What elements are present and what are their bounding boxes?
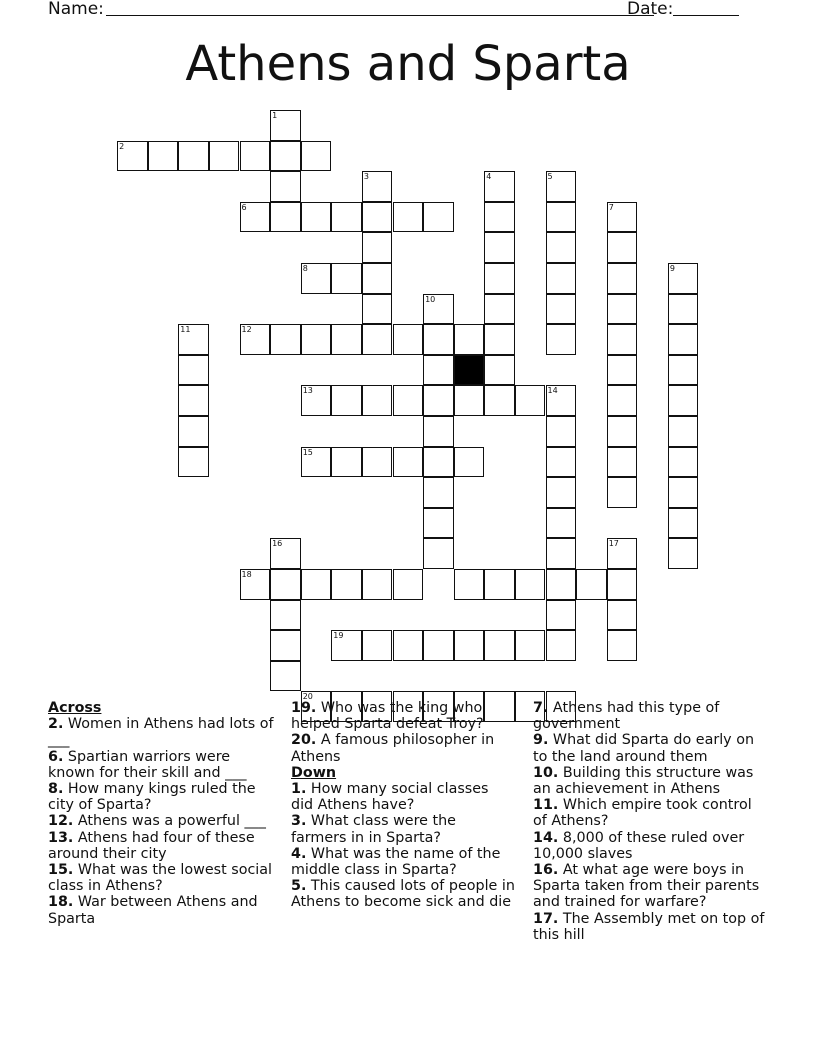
crossword-cell[interactable] (454, 569, 485, 600)
clue-text: The Assembly met on top of this hill (533, 910, 765, 943)
name-label: Name: (48, 0, 104, 19)
clue-number: 7. (533, 700, 549, 716)
crossword-cell[interactable] (270, 110, 301, 141)
crossword-cell[interactable] (515, 569, 546, 600)
crossword-cell[interactable] (423, 508, 454, 539)
clue-number: 9. (533, 732, 549, 749)
crossword-cell[interactable] (668, 385, 699, 416)
clue-across-12 (48, 813, 278, 829)
clue-down-11 (533, 797, 769, 829)
crossword-cell[interactable] (423, 294, 454, 325)
clue-down-10 (533, 765, 769, 797)
clue-across-15 (48, 862, 278, 894)
crossword-cell[interactable] (546, 508, 577, 539)
crossword-cell[interactable] (454, 447, 485, 478)
clue-text: Who was the king who helped Sparta defeat Troy? (291, 700, 484, 733)
clue-number: 5. (291, 878, 307, 895)
clue-number: 17. (533, 910, 559, 927)
crossword-cell[interactable] (331, 385, 362, 416)
clue-text: How many social classes did Athens have? (291, 781, 489, 814)
crossword-cell[interactable] (270, 661, 301, 692)
crossword-cell[interactable] (362, 232, 393, 263)
clue-number: 15. (48, 862, 74, 879)
clue-column-1 (48, 700, 278, 927)
clue-number: 4. (291, 845, 307, 862)
crossword-cell[interactable] (270, 630, 301, 661)
clue-text: What was the name of the middle class in Sparta? (291, 845, 501, 879)
crossword-cell[interactable] (546, 294, 577, 325)
crossword-cell[interactable] (607, 385, 638, 416)
cell-number: 20 (302, 692, 313, 702)
cell-number: 7 (608, 202, 614, 212)
crossword-cell[interactable] (607, 538, 638, 569)
crossword-cell[interactable] (240, 202, 271, 233)
crossword-cell[interactable] (301, 447, 332, 478)
crossword-cell[interactable] (484, 232, 515, 263)
crossword-cell[interactable] (668, 416, 699, 447)
crossword-cell[interactable] (423, 385, 454, 416)
crossword-cell[interactable] (423, 202, 454, 233)
crossword-cell[interactable] (607, 477, 638, 508)
clue-number: 20. (291, 732, 317, 749)
crossword-cell[interactable] (393, 324, 424, 355)
crossword-cell[interactable] (484, 294, 515, 325)
clue-number: 14. (533, 829, 559, 846)
crossword-cell[interactable] (668, 447, 699, 478)
crossword-cell[interactable] (607, 447, 638, 478)
crossword-cell[interactable] (270, 324, 301, 355)
crossword-cell[interactable] (607, 294, 638, 325)
crossword-cell[interactable] (607, 355, 638, 386)
crossword-cell[interactable] (362, 294, 393, 325)
clue-text: Athens had this type of government (533, 700, 720, 733)
crossword-cell[interactable] (301, 141, 332, 172)
crossword-cell[interactable] (178, 141, 209, 172)
crossword-cell[interactable] (240, 141, 271, 172)
crossword-cell[interactable] (301, 385, 332, 416)
crossword-cell[interactable] (484, 630, 515, 661)
crossword-cell[interactable] (331, 263, 362, 294)
cell-number: 9 (669, 264, 675, 273)
crossword-cell[interactable] (301, 569, 332, 600)
crossword-cell[interactable] (515, 385, 546, 416)
crossword-cell[interactable] (607, 202, 638, 233)
crossword-cell[interactable] (454, 630, 485, 661)
crossword-cell[interactable] (668, 324, 699, 355)
crossword-cell[interactable] (668, 508, 699, 539)
clue-number: 10. (533, 764, 559, 781)
clue-across-6 (48, 749, 278, 781)
crossword-cell[interactable] (576, 569, 607, 600)
crossword-cell[interactable] (393, 385, 424, 416)
cell-number: 19 (333, 631, 344, 641)
cell-number: 13 (302, 386, 313, 396)
crossword-cell[interactable] (331, 447, 362, 478)
crossword-cell[interactable] (607, 569, 638, 600)
clue-text: At what age were boys in Sparta taken from their parents and trained for warfare? (533, 862, 760, 911)
crossword-cell[interactable] (178, 385, 209, 416)
crossword-cell[interactable] (362, 447, 393, 478)
cell-number: 10 (425, 294, 436, 304)
crossword-cell[interactable] (546, 232, 577, 263)
crossword-cell[interactable] (270, 569, 301, 600)
crossword-cell[interactable] (362, 385, 393, 416)
crossword-cell[interactable] (546, 263, 577, 294)
crossword-cell[interactable] (423, 355, 454, 386)
clue-number: 13. (48, 829, 74, 846)
crossword-cell[interactable] (607, 600, 638, 631)
clue-down-9 (533, 732, 769, 764)
clue-down-17 (533, 911, 769, 943)
cell-number: 17 (608, 539, 619, 549)
clue-number: 11. (533, 797, 559, 814)
crossword-cell[interactable] (423, 538, 454, 569)
clue-number: 3. (291, 813, 307, 830)
crossword-cell[interactable] (423, 630, 454, 661)
clue-text: War between Athens and Sparta (48, 894, 258, 927)
clue-text: A famous philosopher in Athens (291, 732, 495, 765)
crossword-cell[interactable] (607, 232, 638, 263)
crossword-cell[interactable] (178, 447, 209, 478)
cell-number: 2 (119, 141, 125, 151)
crossword-cell[interactable] (209, 141, 240, 172)
cell-number: 15 (302, 447, 313, 457)
crossword-cell[interactable] (331, 202, 362, 233)
clue-down-4 (291, 846, 515, 878)
crossword-cell[interactable] (668, 355, 699, 386)
clue-text: Spartian warriors were known for their skill and ___ (48, 748, 247, 781)
crossword-cell[interactable] (546, 324, 577, 355)
crossword-cell[interactable] (454, 324, 485, 355)
crossword-cell[interactable] (423, 447, 454, 478)
crossword-cell[interactable] (240, 324, 271, 355)
clue-number: 2. (48, 716, 64, 733)
crossword-cell[interactable] (607, 416, 638, 447)
cell-number: 11 (180, 325, 191, 335)
crossword-cell[interactable] (393, 569, 424, 600)
clue-text: How many kings ruled the city of Sparta? (48, 781, 256, 814)
clue-text: Building this structure was an achievement in Athens (533, 764, 754, 798)
crossword-cell[interactable] (301, 202, 332, 233)
crossword-cell[interactable] (178, 416, 209, 447)
across-heading: Across (48, 700, 102, 716)
clue-text: What was the lowest social class in Athens? (48, 862, 273, 895)
clue-across-19 (291, 700, 515, 732)
cell-number: 12 (241, 325, 252, 335)
crossword-cell[interactable] (484, 385, 515, 416)
crossword-cell[interactable] (607, 630, 638, 661)
crossword-cell[interactable] (668, 294, 699, 325)
cell-number: 3 (363, 172, 369, 182)
clue-text: Athens had four of these around their city (48, 829, 255, 862)
crossword-cell[interactable] (148, 141, 179, 172)
crossword-cell[interactable] (362, 630, 393, 661)
crossword-cell[interactable] (484, 355, 515, 386)
clue-text: 8,000 of these ruled over 10,000 slaves (533, 829, 745, 862)
crossword-cell[interactable] (546, 416, 577, 447)
crossword-cell[interactable] (331, 630, 362, 661)
clue-number: 18. (48, 894, 74, 911)
clue-text: What did Sparta do early on to the land around them (533, 732, 754, 765)
cell-number: 8 (302, 264, 308, 273)
crossword-cell[interactable] (362, 324, 393, 355)
crossword-cell[interactable] (546, 385, 577, 416)
crossword-cell[interactable] (331, 324, 362, 355)
crossword-cell[interactable] (668, 263, 699, 294)
crossword-cell[interactable] (270, 141, 301, 172)
crossword-cell[interactable] (546, 202, 577, 233)
clue-across-20 (291, 732, 515, 764)
page-title: Athens and Sparta (185, 36, 631, 92)
clue-column-3 (533, 700, 769, 943)
crossword-cell[interactable] (484, 569, 515, 600)
clue-text: Athens was a powerful ___ (73, 813, 266, 830)
crossword-cell[interactable] (393, 630, 424, 661)
clue-number: 12. (48, 813, 74, 830)
crossword-cell[interactable] (607, 324, 638, 355)
crossword-cell[interactable] (362, 171, 393, 202)
clue-number: 8. (48, 781, 64, 798)
clue-text: Which empire took control of Athens? (533, 797, 752, 830)
clue-number: 1. (291, 781, 307, 798)
crossword-cell[interactable] (484, 263, 515, 294)
crossword-cell[interactable] (546, 538, 577, 569)
crossword-cell[interactable] (546, 477, 577, 508)
clue-down-7 (533, 700, 769, 732)
crossword-cell[interactable] (515, 630, 546, 661)
crossword-cell[interactable] (301, 324, 332, 355)
crossword-cell[interactable] (484, 171, 515, 202)
crossword-cell[interactable] (393, 202, 424, 233)
crossword-cell[interactable] (607, 263, 638, 294)
crossword-cell[interactable] (362, 202, 393, 233)
clue-down-1 (291, 781, 515, 813)
cell-number: 6 (241, 202, 247, 212)
crossword-cell[interactable] (270, 538, 301, 569)
clue-down-5 (291, 878, 515, 910)
crossword-cell[interactable] (301, 263, 332, 294)
down-heading: Down (291, 764, 337, 781)
clue-number: 19. (291, 700, 317, 716)
clue-across-8 (48, 781, 278, 813)
clue-across-18 (48, 894, 278, 926)
crossword-cell[interactable] (668, 477, 699, 508)
crossword-cell[interactable] (270, 202, 301, 233)
crossword-cell[interactable] (117, 141, 148, 172)
crossword-cell[interactable] (423, 416, 454, 447)
clue-number: 6. (48, 748, 64, 765)
crossword-cell[interactable] (668, 538, 699, 569)
clue-text: This caused lots of people in Athens to become sick and die (291, 878, 515, 911)
crossword-cell[interactable] (423, 477, 454, 508)
clue-number: 16. (533, 862, 559, 879)
clue-down-3 (291, 813, 515, 845)
cell-number: 14 (547, 386, 558, 396)
crossword-cell[interactable] (546, 569, 577, 600)
clue-text: What class were the farmers in in Sparta? (291, 813, 456, 846)
crossword-cell[interactable] (178, 355, 209, 386)
crossword-cell[interactable] (362, 263, 393, 294)
crossword-cell[interactable] (484, 324, 515, 355)
crossword-cell[interactable] (423, 324, 454, 355)
crossword-cell[interactable] (362, 569, 393, 600)
crossword-cell[interactable] (546, 171, 577, 202)
crossword-cell[interactable] (484, 202, 515, 233)
crossword-block (454, 355, 485, 386)
clue-across-2 (48, 716, 278, 748)
crossword-cell[interactable] (546, 447, 577, 478)
crossword-cell[interactable] (240, 569, 271, 600)
clue-down-16 (533, 862, 769, 911)
crossword-cell[interactable] (393, 447, 424, 478)
clue-down-14 (533, 830, 769, 862)
crossword-cell[interactable] (178, 324, 209, 355)
crossword-cell[interactable] (454, 385, 485, 416)
clue-text: Women in Athens had lots of ___ (48, 716, 274, 749)
cell-number: 4 (486, 172, 492, 182)
date-label: Date: (627, 0, 674, 19)
crossword-cell[interactable] (546, 630, 577, 661)
crossword-cell[interactable] (270, 600, 301, 631)
crossword-cell[interactable] (331, 569, 362, 600)
clue-across-13 (48, 830, 278, 862)
clue-column-2 (291, 700, 515, 911)
crossword-cell[interactable] (546, 600, 577, 631)
cell-number: 1 (272, 111, 278, 120)
cell-number: 16 (272, 539, 283, 549)
cell-number: 5 (547, 172, 553, 182)
crossword-cell[interactable] (270, 171, 301, 202)
cell-number: 18 (241, 570, 252, 579)
